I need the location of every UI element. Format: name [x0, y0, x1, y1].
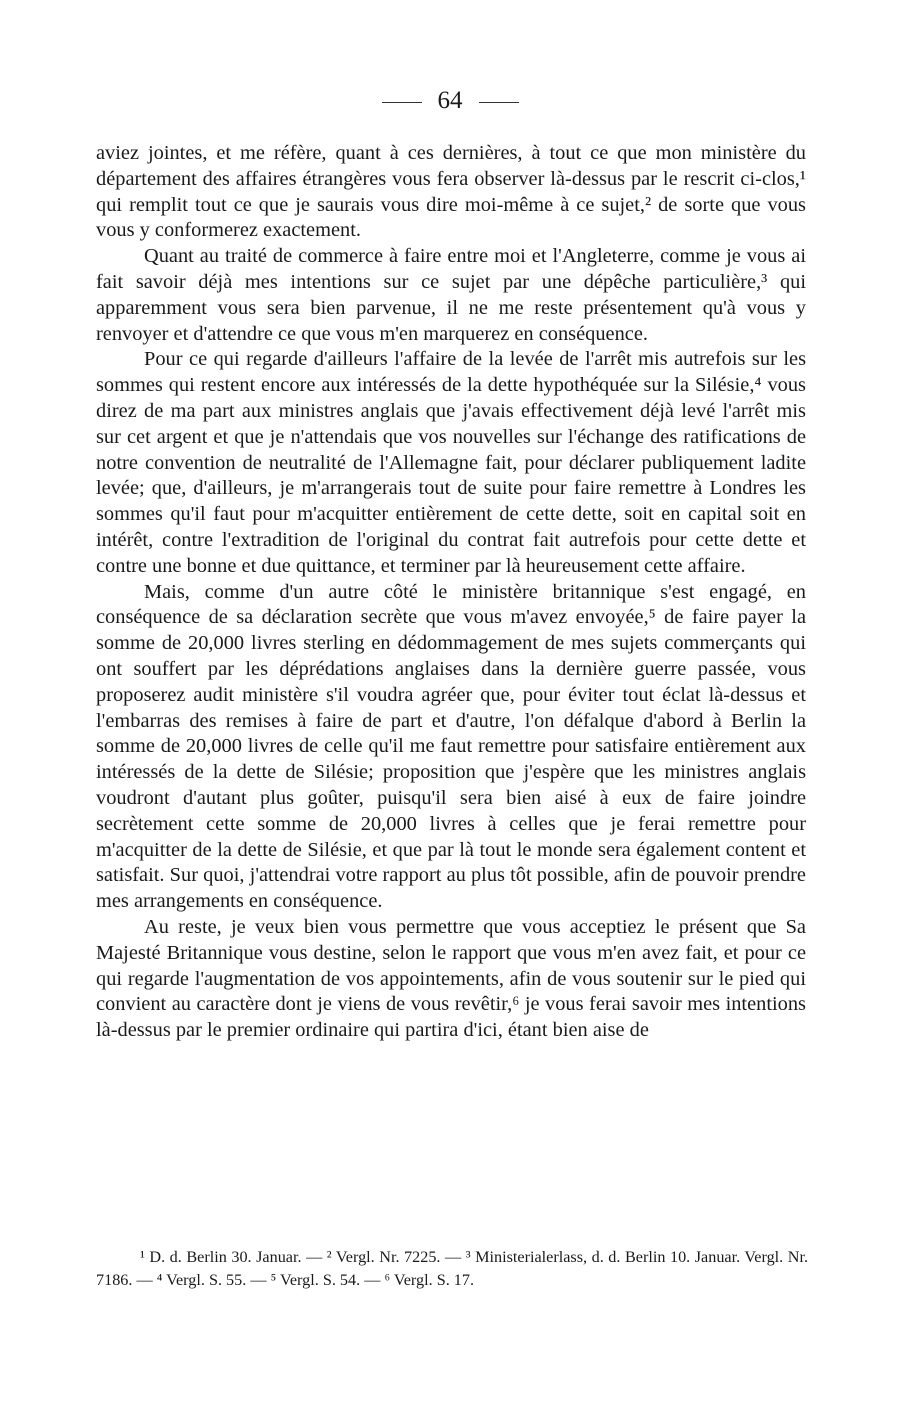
footnote-text: ¹ D. d. Berlin 30. Januar. — ² Vergl. Nr. 7225. — ³ Ministerialerlass, d. d. Berlin 10. Januar. Vergl. Nr. 7186. — ⁴ Vergl. S. 55. — ⁵ Vergl. S. 54. — ⁶ Vergl. S. 17.	[96, 1248, 808, 1289]
page-header	[0, 86, 900, 116]
paragraph-1: aviez jointes, et me réfère, quant à ces dernières, à tout ce que mon ministère du département des affaires étrangères vous fera observer là-dessus par le rescrit ci-clos,¹ qui remplit tout ce que je saurais vous dire moi-même à ce sujet,² de sorte que vous vous y conformerez exactement.	[96, 142, 806, 242]
paragraph-3: Pour ce qui regarde d'ailleurs l'affaire de la levée de l'arrêt mis autrefois sur les sommes qui restent encore aux intéressés de la dette hypothéquée sur la Silésie,⁴ vous direz de ma part aux ministres anglais que j'avais effectivement déjà levé l'arrêt mis sur cet argent et que je n'attendais que vos nouvelles sur l'échange des ratifications de notre convention de neutralité de l'Allemagne fait, pour déclarer publiquement ladite levée; que, d'ailleurs, je m'arrangerais tout de suite pour faire remettre à Londres les sommes qu'il faut pour m'acquitter entièrement de cette dette, soit en capital soit en intérêt, contre l'extradition de l'original du contrat fait autrefois pour cette dette et contre une bonne et due quittance, et terminer par là heureusement cette affaire.	[96, 348, 806, 577]
footnotes	[96, 1246, 808, 1292]
paragraph-5: Au reste, je veux bien vous permettre que vous acceptiez le présent que Sa Majesté Britannique vous destine, selon le rapport que vous m'en avez fait, et pour ce qui regarde l'augmentation de vos appointements, afin de vous soutenir sur le pied qui convient au caractère dont je viens de vous revêtir,⁶ je vous ferai savoir mes intentions là-dessus par le premier ordinaire qui partira d'ici, étant bien aise de	[96, 915, 806, 1042]
header-rule-right	[479, 102, 519, 103]
paragraph-4: Mais, comme d'un autre côté le ministère britannique s'est engagé, en conséquence de sa déclaration secrète que vous m'avez envoyée,⁵ de faire payer la somme de 20,000 livres sterling en dédommagement de mes sujets commerçants qui ont souffert par les déprédations anglaises dans la dernière guerre passée, vous proposerez audit ministère s'il voudra agréer que, pour éviter tout éclat là-dessus et l'embarras des remises à faire de part et d'autre, l'on défalque d'abord à Berlin la somme de 20,000 livres de celle qu'il me faut remettre pour satisfaire entièrement aux intéressés de la dette de Silésie; proposition que j'espère que les ministres anglais voudront d'autant plus goûter, puisqu'il sera bien aisé à eux de faire joindre secrètement cette somme de 20,000 livres à celles que je ferai remettre pour m'acquitter de la dette de Silésie, et que par là tout le monde sera également content et satisfait. Sur quoi, j'attendrai votre rapport au plus tôt possible, afin de pouvoir prendre mes arrangements en conséquence.	[96, 580, 806, 913]
body-text	[96, 141, 806, 1044]
header-rule-left	[382, 102, 422, 103]
page-number: 64	[437, 87, 463, 114]
paragraph-2: Quant au traité de commerce à faire entre moi et l'Angleterre, comme je vous ai fait savoir déjà mes intentions sur ce sujet par une dépêche particulière,³ qui apparemment vous sera bien parvenue, il ne me reste présentement qu'à vous y renvoyer et d'attendre ce que vous m'en marquerez en conséquence.	[96, 245, 806, 345]
